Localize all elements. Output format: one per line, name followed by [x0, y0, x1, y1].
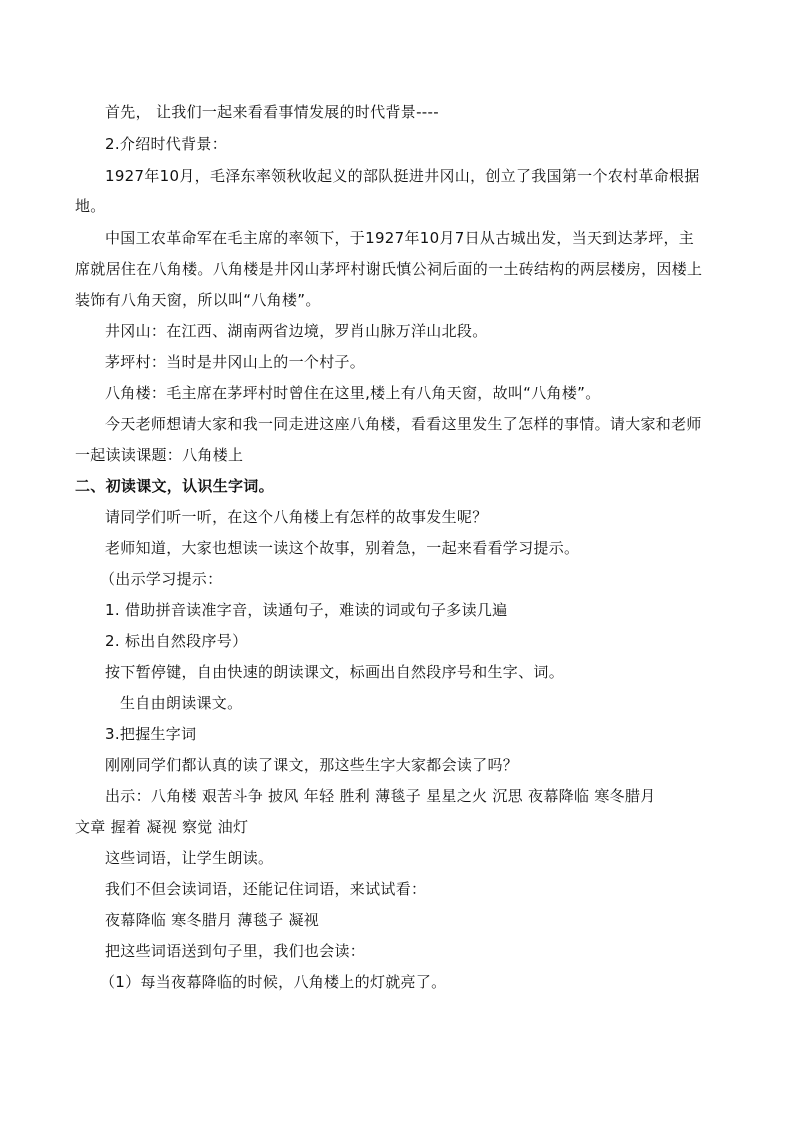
text-line: 地。 — [75, 197, 106, 215]
text-line: 刚刚同学们都认真的读了课文，那这些生字大家都会读了吗？ — [105, 756, 519, 774]
text-line: 装饰有八角天窗，所以叫“八角楼”。 — [75, 291, 321, 309]
text-line: 出示：八角楼 艰苦斗争 披风 年轻 胜利 薄毯子 星星之火 沉思 夜幕降临 寒冬腊月 — [105, 787, 656, 805]
text-line: 老师知道，大家也想读一读这个故事，别着急，一起来看看学习提示。 — [105, 539, 580, 557]
text-line: 请同学们听一听，在这个八角楼上有怎样的故事发生呢？ — [105, 508, 488, 526]
text-line: 我们不但会读词语，还能记住词语，来试试看： — [105, 880, 427, 898]
text-line: 首先， 让我们一起来看看事情发展的时代背景---- — [105, 103, 439, 121]
text-line: 夜幕降临 寒冬腊月 薄毯子 凝视 — [105, 911, 320, 929]
text-line: 按下暂停键，自由快速的朗读课文，标画出自然段序号和生字、词。 — [105, 663, 565, 681]
text-line: 1. 借助拼音读准字音，读通句子，难读的词或句子多读几遍 — [105, 601, 508, 619]
text-line: 文章 握着 凝视 察觉 油灯 — [75, 818, 249, 836]
text-line: 2. 标出自然段序号） — [105, 632, 248, 650]
text-line: 席就居住在八角楼。八角楼是井冈山茅坪村谢氏慎公祠后面的一土砖结构的两层楼房，因楼上 — [75, 260, 703, 278]
text-line: 一起读读课题：八角楼上 — [75, 446, 244, 464]
text-line: 八角楼：毛主席在茅坪村时曾住在这里,楼上有八角天窗，故叫“八角楼”。 — [105, 384, 601, 402]
text-line: 3.把握生字词 — [105, 725, 197, 743]
text-line: 把这些词语送到句子里，我们也会读： — [105, 942, 366, 960]
text-line: （1）每当夜幕降临的时候，八角楼上的灯就亮了。 — [100, 973, 447, 991]
text-line: 生自由朗读课文。 — [120, 694, 243, 712]
text-line: 这些词语，让学生朗读。 — [105, 849, 274, 867]
text-line: 1927年10月，毛泽东率领秋收起义的部队挺进井冈山，创立了我国第一个农村革命根据 — [105, 167, 700, 185]
text-line: 2.介绍时代背景： — [105, 135, 228, 153]
text-line: 井冈山：在江西、湖南两省边境，罗肖山脉万洋山北段。 — [105, 322, 488, 340]
text-line: 中国工农革命军在毛主席的率领下，于1927年10月7日从古城出发，当天到达茅坪，主 — [105, 229, 695, 247]
text-line: 茅坪村：当时是井冈山上的一个村子。 — [105, 353, 366, 371]
section-heading: 二、初读课文，认识生字词。 — [75, 477, 274, 495]
text-line: 今天老师想请大家和我一同走进这座八角楼，看看这里发生了怎样的事情。请大家和老师 — [105, 415, 702, 433]
text-line: （出示学习提示： — [100, 570, 223, 588]
